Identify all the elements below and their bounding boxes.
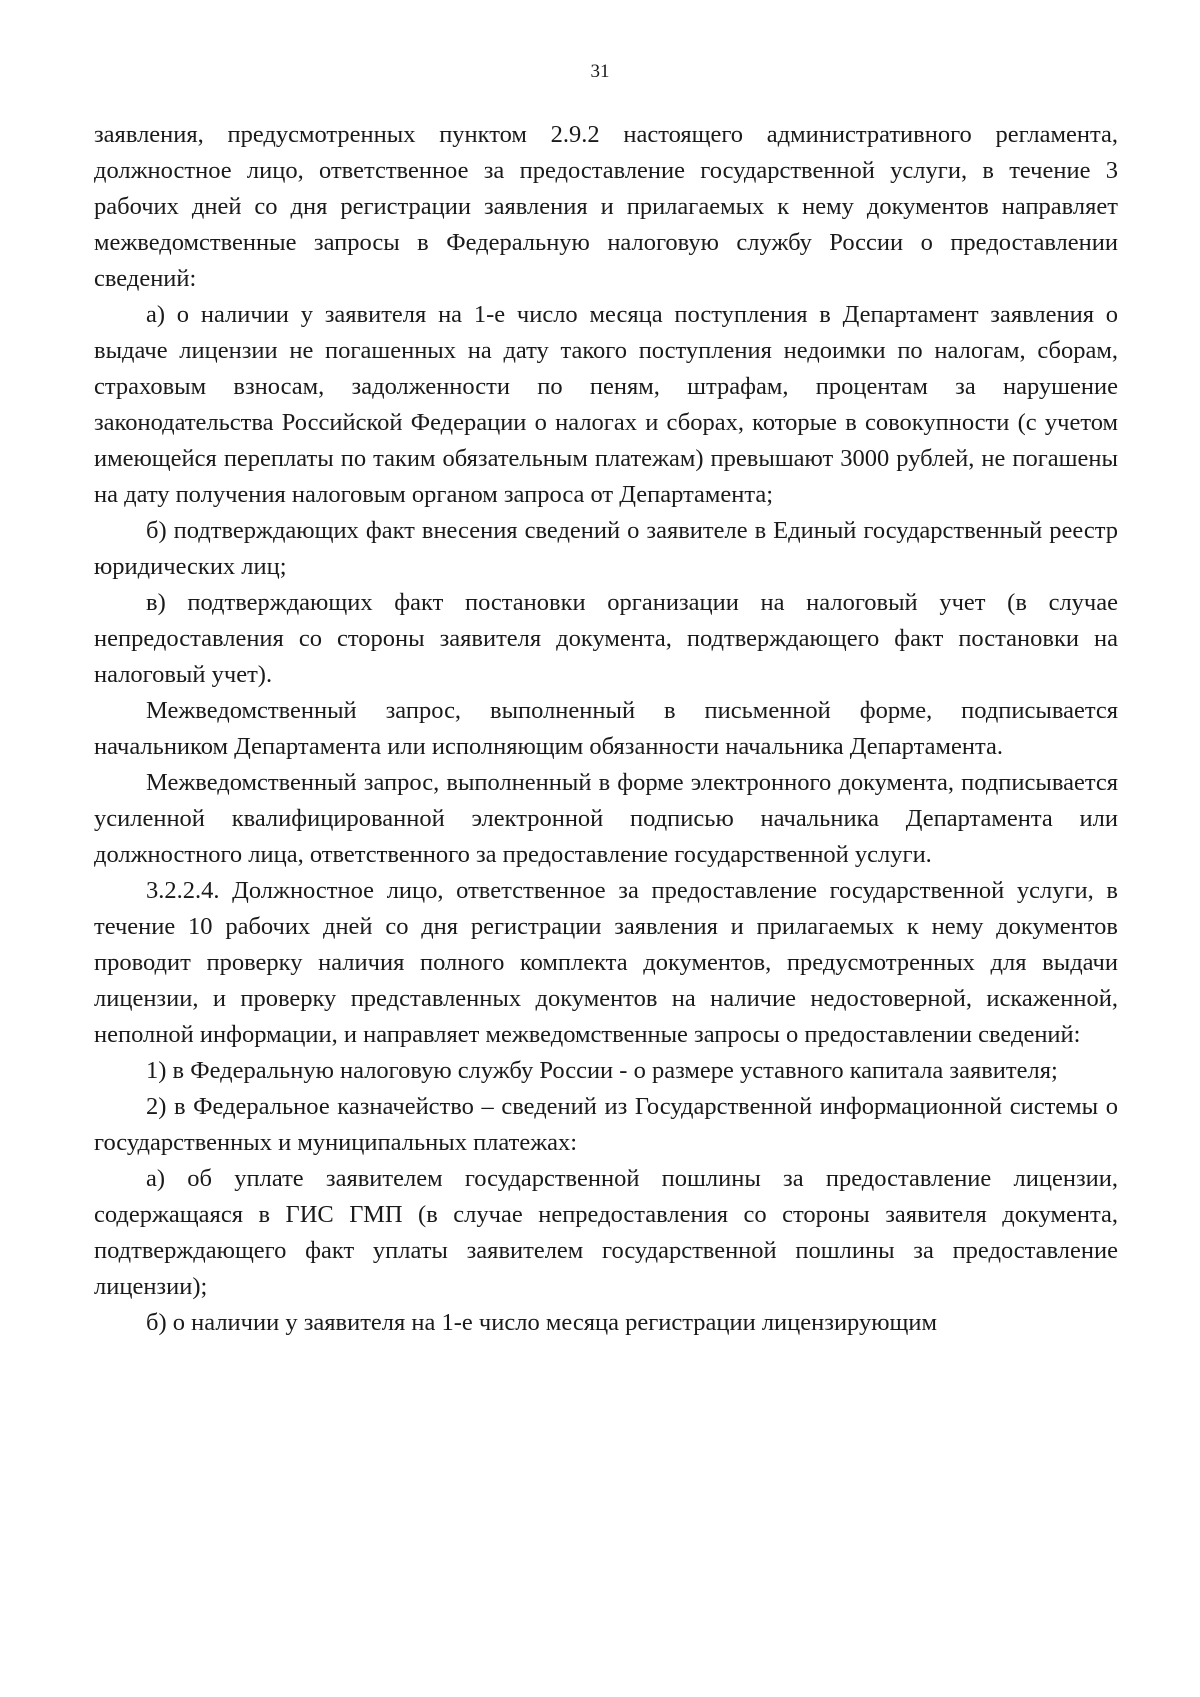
paragraph-item-b-continuation: б) о наличии у заявителя на 1-е число месяца регистрации лицензирующим <box>146 1309 938 1336</box>
paragraph-item-b-egrul: б) подтверждающих факт внесения сведений о заявителе в Единый государственный реестр юридических лиц; <box>94 517 1118 580</box>
paragraph-item-2-treasury: 2) в Федеральное казначейство – сведений из Государственной информационной системы о государственных и муниципальных платежах: <box>94 1093 1118 1156</box>
paragraph-section-3-2-2-4: 3.2.2.4. Должностное лицо, ответственное за предоставление государственной услуги, в течение 10 рабочих дней со дня регистрации заявления и прилагаемых к нему документов проводит проверку наличия полного комплекта документов, предусмотренных для выдачи лицензии, и проверку представленных документов на наличие недостоверной, искаженной, неполной информации, и направляет межведомственные запросы о предоставлении сведений: <box>94 877 1118 1048</box>
paragraph-item-a-tax-arrears: а) о наличии у заявителя на 1-е число месяца поступления в Департамент заявления о выдаче лицензии не погашенных на дату такого поступления недоимки по налогам, сборам, страховым взносам, задолженности по пеням, штрафам, процентам за нарушение законодательства Российской Федерации о налогах и сборах, которые в совокупности (с учетом имеющейся переплаты по таким обязательным платежам) превышают 3000 рублей, не погашены на дату получения налоговым органом запроса от Департамента; <box>94 301 1118 508</box>
paragraph-written-request: Межведомственный запрос, выполненный в письменной форме, подписывается начальником Департамента или исполняющим обязанности начальника Департамента. <box>94 697 1118 760</box>
paragraph-item-1-tax-service: 1) в Федеральную налоговую службу России - о размере уставного капитала заявителя; <box>146 1057 1058 1084</box>
document-body <box>94 117 1118 1341</box>
paragraph-item-a-state-duty: а) об уплате заявителем государственной пошлины за предоставление лицензии, содержащаяся в ГИС ГМП (в случае непредоставления со стороны заявителя документа, подтверждающего факт уплаты заявителем государственной пошлины за предоставление лицензии); <box>94 1165 1118 1300</box>
paragraph-item-v-tax-registration: в) подтверждающих факт постановки организации на налоговый учет (в случае непредоставления со стороны заявителя документа, подтверждающего факт постановки на налоговый учет). <box>94 589 1118 688</box>
paragraph-intro: заявления, предусмотренных пунктом 2.9.2 настоящего административного регламента, должностное лицо, ответственное за предоставление государственной услуги, в течение 3 рабочих дней со дня регистрации заявления и прилагаемых к нему документов направляет межведомственные запросы в Федеральную налоговую службу России о предоставлении сведений: <box>94 121 1118 292</box>
paragraph-electronic-request: Межведомственный запрос, выполненный в форме электронного документа, подписывается усиленной квалифицированной электронной подписью начальника Департамента или должностного лица, ответственного за предоставление государственной услуги. <box>94 769 1118 868</box>
page-number: 31 <box>590 61 610 82</box>
